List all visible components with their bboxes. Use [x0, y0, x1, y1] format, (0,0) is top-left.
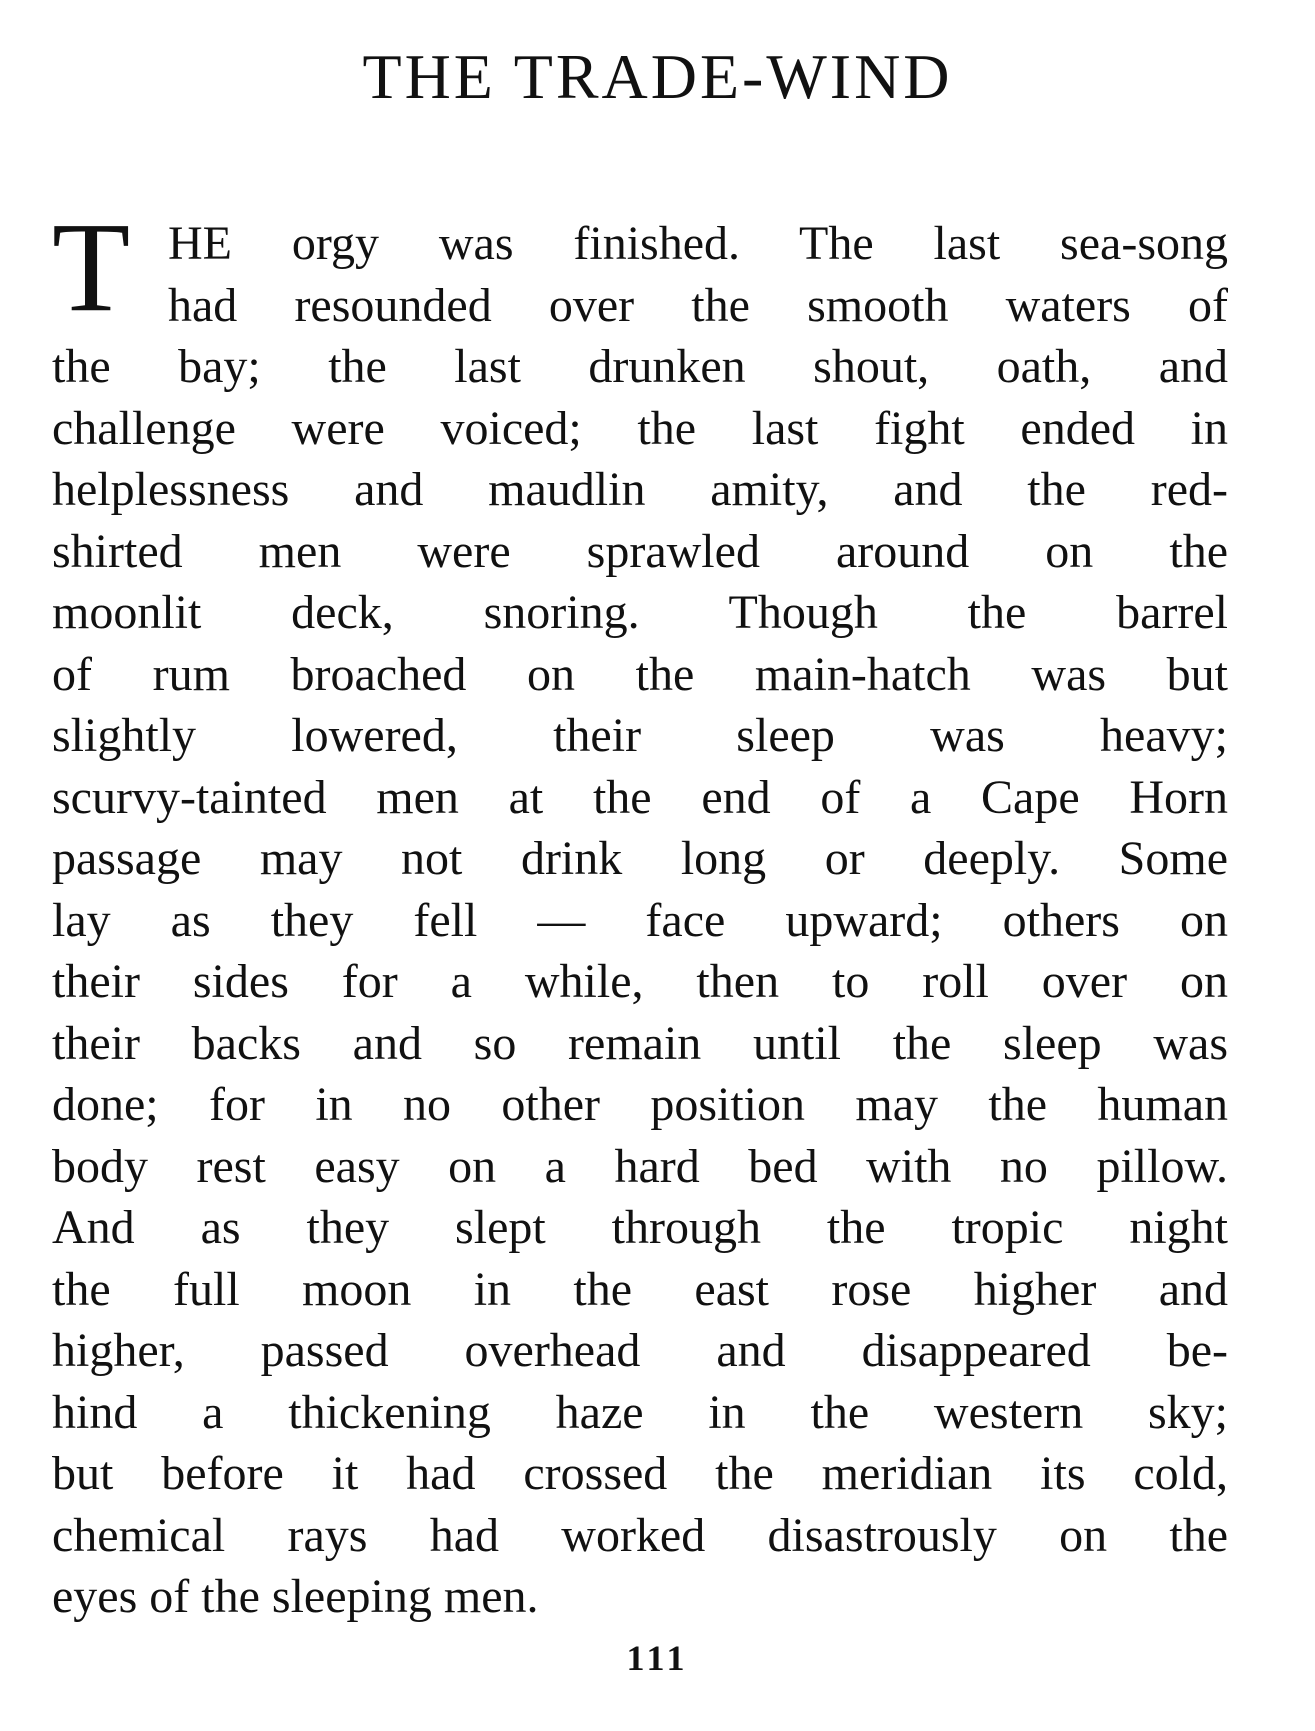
text-line-7: moonlit deck, snoring. Though the barrel [52, 586, 1228, 639]
text-line-11: passage may not drink long or deeply. Some [52, 832, 1228, 885]
opening-lines [52, 196, 1228, 338]
text-line-2: had resounded over the smooth waters of [168, 278, 1228, 332]
text-line-6: shirted men were sprawled around on the [52, 524, 1228, 578]
text-line-9: slightly lowered, their sleep was heavy; [52, 709, 1228, 762]
text-line-22: chemical rays had worked disastrously on the [52, 1508, 1228, 1562]
text-line-16: body rest easy on a hard bed with no pillow. [52, 1139, 1228, 1193]
text-line-1: HE orgy was finished. The last sea-song [168, 217, 1228, 270]
text-line-20: hind a thickening haze in the western sky; [52, 1385, 1228, 1439]
text-line-18: the full moon in the east rose higher and [52, 1262, 1228, 1316]
text-line-13: their sides for a while, then to roll over on [52, 955, 1228, 1008]
text-line-4: challenge were voiced; the last fight ended in [52, 401, 1228, 455]
text-line-15: done; for in no other position may the human [52, 1078, 1228, 1131]
text-line-17: And as they slept through the tropic night [52, 1201, 1228, 1254]
text-line-14: their backs and so remain until the sleep was [52, 1016, 1228, 1070]
text-line-5: helplessness and maudlin amity, and the red- [52, 463, 1228, 516]
text-line-10: scurvy-tainted men at the end of a Cape Horn [52, 770, 1228, 824]
drop-cap: T [52, 196, 131, 338]
text-line-21: but before it had crossed the meridian its cold, [52, 1447, 1228, 1500]
text-line-8: of rum broached on the main-hatch was but [52, 647, 1228, 701]
text-line-19: higher, passed overhead and disappeared be- [52, 1324, 1228, 1377]
text-line-3: the bay; the last drunken shout, oath, and [52, 340, 1228, 393]
chapter-title: THE TRADE-WIND [362, 41, 953, 112]
text-line-23: eyes of the sleeping men. [52, 1570, 539, 1623]
text-line-12: lay as they fell — face upward; others on [52, 893, 1228, 947]
body-paragraph [52, 196, 1228, 1628]
page-number: 111 [626, 1638, 689, 1678]
